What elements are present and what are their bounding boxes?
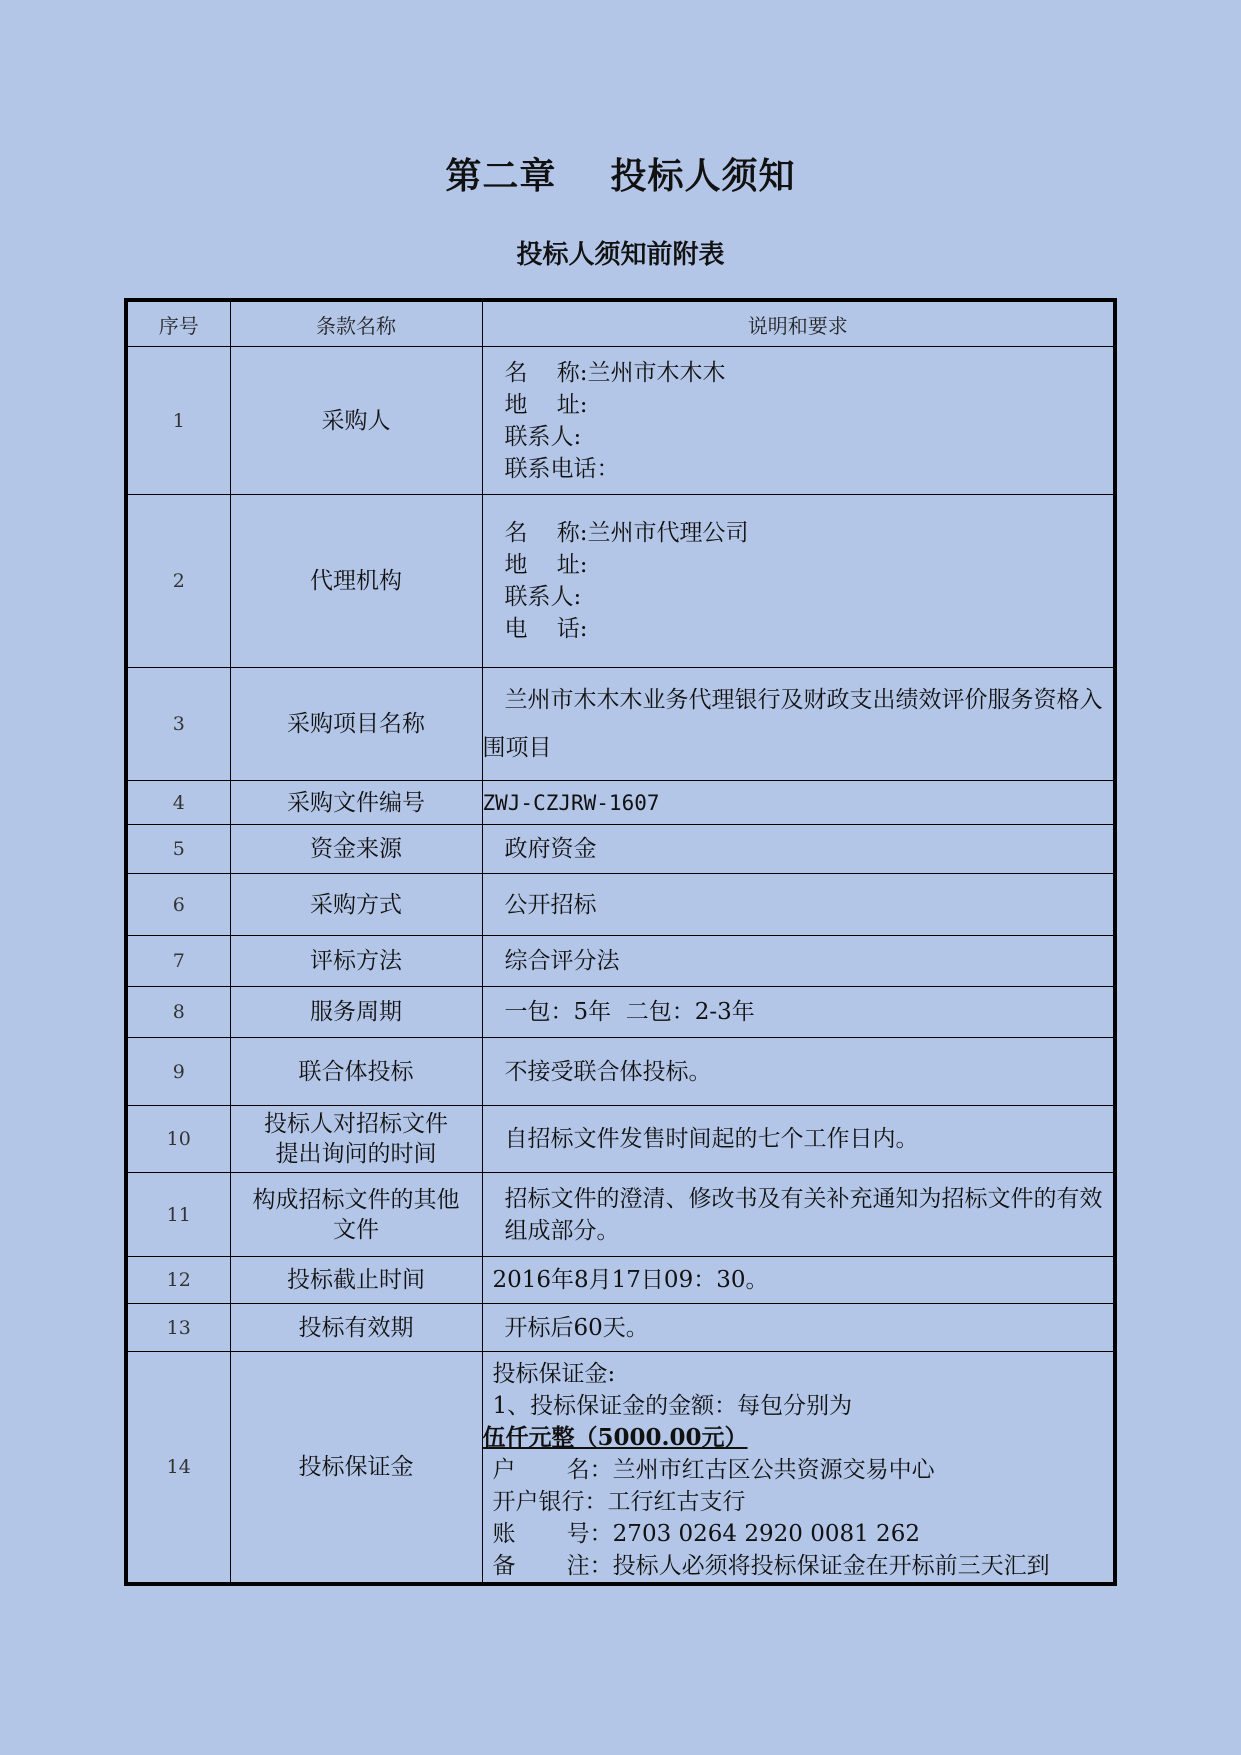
clause-name: 服务周期 [230, 987, 482, 1038]
clause-name: 采购文件编号 [230, 781, 482, 825]
deposit-heading: 投标保证金: [492, 1361, 616, 1387]
bid-deadline: 2016年8月17日09：30。 [492, 1267, 769, 1293]
table-row [126, 825, 1115, 874]
row-number: 6 [126, 874, 230, 936]
table-row [126, 1038, 1115, 1106]
purchaser-address: 地 址: [504, 391, 588, 418]
clause-desc [482, 668, 1115, 781]
deposit-amount-prefix: 1、投标保证金的金额：每包分别为 [492, 1393, 853, 1419]
clause-desc [482, 1038, 1115, 1106]
purchaser-contact: 联系人: [504, 423, 582, 450]
clause-desc [482, 987, 1115, 1038]
bid-notice-table [124, 298, 1117, 1586]
agency-address: 地 址: [504, 552, 588, 578]
clause-desc [482, 1173, 1115, 1257]
clause-desc [482, 1257, 1115, 1304]
table-row [126, 1106, 1115, 1173]
procurement-method: 公开招标 [504, 891, 597, 918]
evaluation-method: 综合评分法 [504, 948, 620, 974]
row-number: 7 [126, 936, 230, 987]
table-header-row [126, 300, 1115, 347]
clause-name: 资金来源 [230, 825, 482, 874]
row-number: 8 [126, 987, 230, 1038]
clause-name: 采购人 [230, 347, 482, 495]
deposit-bank: 开户银行：工行红古支行 [492, 1489, 746, 1515]
table-row [126, 1173, 1115, 1257]
project-name: 兰州市木木木业务代理银行及财政支出绩效评价服务资格入围项目 [482, 687, 1103, 761]
header-no: 序号 [126, 300, 230, 347]
clause-desc [482, 936, 1115, 987]
chapter-title: 第二章 投标人须知 [445, 156, 796, 197]
row-number: 9 [126, 1038, 230, 1106]
clause-name: 投标截止时间 [230, 1257, 482, 1304]
clause-desc [482, 495, 1115, 668]
clause-name: 投标保证金 [230, 1352, 482, 1585]
consortium-bid: 不接受联合体投标。 [504, 1058, 712, 1085]
clause-desc [482, 1352, 1115, 1585]
clause-name: 代理机构 [230, 495, 482, 668]
table-row [126, 668, 1115, 781]
clause-name: 构成招标文件的其他文件 [230, 1173, 482, 1257]
row-number: 13 [126, 1304, 230, 1352]
row-number: 2 [126, 495, 230, 668]
row-number: 5 [126, 825, 230, 874]
table-row [126, 495, 1115, 668]
agency-phone: 电 话: [504, 616, 588, 642]
table-row [126, 874, 1115, 936]
agency-name: 名 称:兰州市代理公司 [504, 520, 749, 546]
clause-desc [482, 781, 1115, 825]
header-desc: 说明和要求 [482, 300, 1115, 347]
clause-desc [482, 1106, 1115, 1173]
clause-name: 采购方式 [230, 874, 482, 936]
clause-name: 投标有效期 [230, 1304, 482, 1352]
deposit-account-name: 户 名：兰州市红古区公共资源交易中心 [492, 1457, 935, 1483]
table-row [126, 781, 1115, 825]
table-row [126, 347, 1115, 495]
deposit-account-number: 账 号：2703 0264 2920 0081 262 [492, 1521, 920, 1547]
deposit-amount-value: 伍仟元整（5000.00元） [482, 1424, 748, 1451]
deposit-note: 备 注：投标人必须将投标保证金在开标前三天汇到 [492, 1553, 1050, 1579]
inquiry-period: 自招标文件发售时间起的七个工作日内。 [504, 1126, 919, 1152]
clause-desc [482, 1304, 1115, 1352]
clause-desc [482, 874, 1115, 936]
row-number: 10 [126, 1106, 230, 1173]
table-title: 投标人须知前附表 [516, 240, 725, 270]
row-number: 14 [126, 1352, 230, 1585]
table-row [126, 987, 1115, 1038]
row-number: 11 [126, 1173, 230, 1257]
deposit-amount [483, 1390, 1114, 1454]
bid-validity: 开标后60天。 [504, 1314, 649, 1341]
table-row [126, 1304, 1115, 1352]
purchaser-phone: 联系电话： [504, 455, 620, 482]
row-number: 1 [126, 347, 230, 495]
row-number: 4 [126, 781, 230, 825]
table-row [126, 936, 1115, 987]
clause-name: 评标方法 [230, 936, 482, 987]
row-number: 12 [126, 1257, 230, 1304]
service-period: 一包：5年 二包：2-3年 [504, 999, 755, 1025]
purchaser-name: 名 称:兰州市木木木 [504, 359, 726, 386]
clause-name: 联合体投标 [230, 1038, 482, 1106]
clause-name: 采购项目名称 [230, 668, 482, 781]
table-row [126, 1352, 1115, 1585]
header-name: 条款名称 [230, 300, 482, 347]
agency-contact: 联系人: [504, 584, 582, 610]
row-number: 3 [126, 668, 230, 781]
other-documents: 招标文件的澄清、修改书及有关补充通知为招标文件的有效组成部分。 [504, 1185, 1103, 1244]
file-number: ZWJ-CZJRW-1607 [482, 790, 660, 815]
clause-desc [482, 825, 1115, 874]
clause-name: 投标人对招标文件提出询问的时间 [230, 1106, 482, 1173]
table-row [126, 1257, 1115, 1304]
fund-source: 政府资金 [504, 836, 597, 862]
clause-desc [482, 347, 1115, 495]
